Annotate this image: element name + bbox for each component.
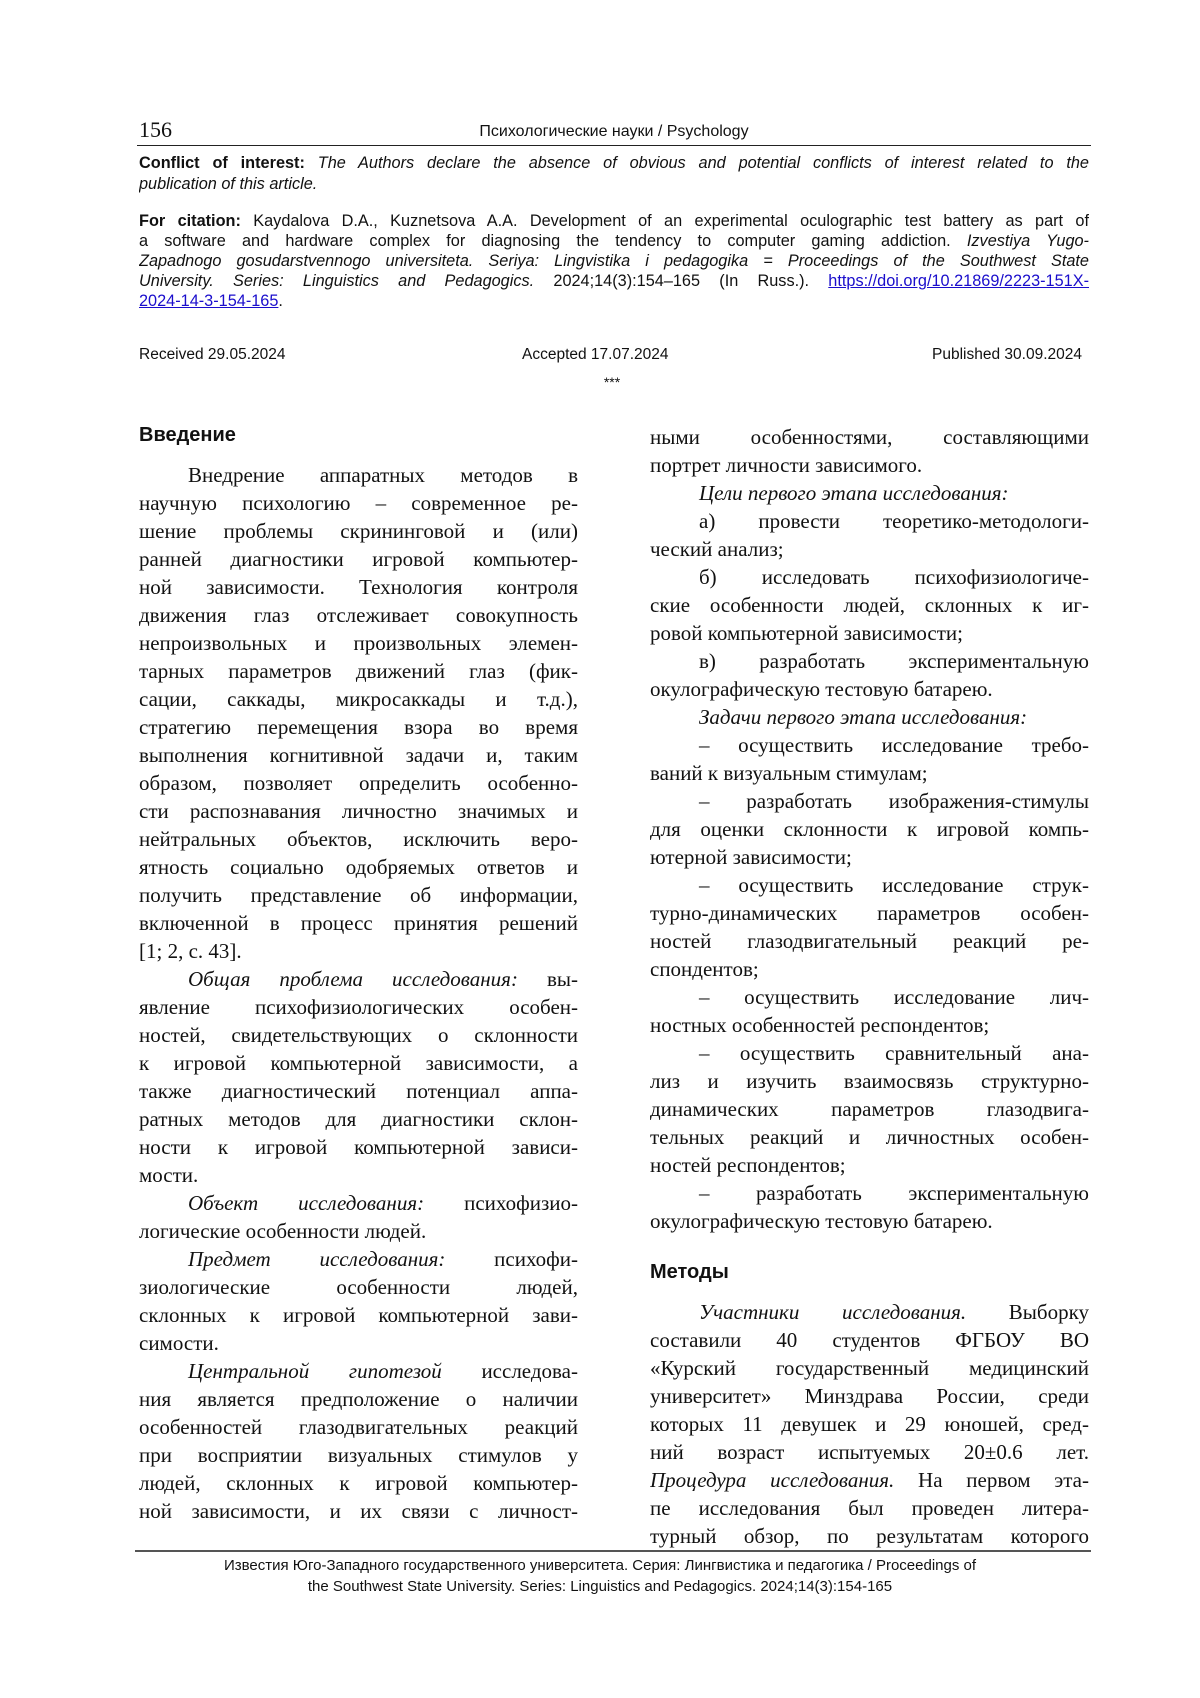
text-run: тельных реакций и личностных особен- — [650, 1125, 1089, 1149]
text-line — [139, 713, 578, 741]
conflict-of-interest — [139, 153, 1089, 195]
paragraph — [650, 1298, 1089, 1550]
text-run: Kaydalova D.A., Kuznetsova A.A. Development of an experimental oculographic test battery as part of — [241, 212, 1089, 230]
text-line — [139, 797, 578, 825]
text-run: для оценки склонности к игровой компь- — [650, 817, 1089, 841]
text-run: лиз и изучить взаимосвязь структурно- — [650, 1069, 1089, 1093]
text-line — [650, 451, 1089, 479]
text-line — [139, 1021, 578, 1049]
italic-text: Объект исследования: — [188, 1191, 424, 1215]
text-line — [139, 211, 1089, 231]
text-run: научную психологию – современное ре- — [139, 491, 578, 515]
text-line — [650, 1326, 1089, 1354]
text-run: ной зависимости. Технология контроля — [139, 575, 578, 599]
text-line — [139, 1133, 578, 1161]
text-run: получить представление об информации, — [139, 883, 578, 907]
text-line — [139, 937, 578, 965]
text-line — [139, 881, 578, 909]
text-run: университет» Минздрава России, среди — [650, 1384, 1089, 1408]
paragraph — [139, 461, 578, 965]
text-run: ными особенностями, составляющими — [650, 425, 1089, 449]
text-line — [139, 993, 578, 1021]
text-line — [139, 517, 578, 545]
text-line — [650, 1151, 1089, 1179]
paragraph — [139, 1245, 578, 1357]
text-line — [139, 1105, 578, 1133]
text-line — [650, 535, 1089, 563]
page-number: 156 — [139, 116, 172, 144]
text-run: – осуществить сравнительный ана- — [699, 1041, 1089, 1065]
doi-link[interactable]: 2024-14-3-154-165 — [139, 292, 278, 310]
received-date: Received 29.05.2024 — [139, 345, 286, 365]
text-line — [650, 1466, 1089, 1494]
text-line — [139, 1077, 578, 1105]
text-line — [650, 1123, 1089, 1151]
text-line — [650, 1095, 1089, 1123]
text-line — [139, 1385, 578, 1413]
paragraph — [650, 507, 1089, 563]
text-line — [139, 231, 1089, 251]
italic-text: Zapadnogo gosudarstvennogo universiteta. Seriya: Lingvistika i pedagogika = Proceedings of the Southwest State — [139, 252, 1089, 270]
section-heading-methods: Методы — [650, 1258, 1089, 1286]
bold-label: Conflict of interest: — [139, 154, 305, 172]
text-run: – разработать изображения-стимулы — [699, 789, 1089, 813]
text-run: зиологические особенности людей, — [139, 1275, 578, 1299]
text-run: составили 40 студентов ФГБОУ ВО — [650, 1328, 1089, 1352]
text-run: б) исследовать психофизиологиче- — [699, 565, 1089, 589]
italic-text: Центральной гипотезой — [188, 1359, 442, 1383]
text-run: также диагностический потенциал аппа- — [139, 1079, 578, 1103]
italic-text: Задачи первого этапа исследования: — [699, 705, 1027, 729]
text-line — [650, 1522, 1089, 1550]
text-run: – осуществить исследование струк- — [699, 873, 1089, 897]
text-line — [139, 489, 578, 517]
text-run: сации, саккады, микросаккады и т.д.), — [139, 687, 578, 711]
paragraph — [650, 983, 1089, 1039]
text-line — [650, 647, 1089, 675]
footer-line: the Southwest State University. Series: Linguistics and Pedagogics. 2024;14(3):154-165 — [0, 1576, 1200, 1597]
text-line — [650, 423, 1089, 451]
text-run: ские особенности людей, склонных к иг- — [650, 593, 1089, 617]
page-footer — [0, 1555, 1200, 1597]
text-run: при восприятии визуальных стимулов у — [139, 1443, 578, 1467]
text-line — [139, 545, 578, 573]
page-header — [139, 116, 1089, 144]
text-run: турно-динамических параметров особен- — [650, 901, 1089, 925]
italic-text: publication of this article. — [139, 175, 317, 193]
text-line — [139, 769, 578, 797]
left-column-body — [139, 461, 578, 1525]
text-line — [650, 619, 1089, 647]
text-run: ности к игровой компьютерной зависи- — [139, 1135, 578, 1159]
text-line — [650, 479, 1089, 507]
text-line — [650, 871, 1089, 899]
text-run: ностных особенностей респондентов; — [650, 1013, 989, 1037]
text-run: особенностей глазодвигательных реакций — [139, 1415, 578, 1439]
text-line — [650, 563, 1089, 591]
italic-text: Izvestiya Yugo- — [967, 232, 1089, 250]
text-run: а) провести теоретико-методологи- — [699, 509, 1089, 533]
text-line — [139, 853, 578, 881]
text-line — [139, 741, 578, 769]
text-run: ранней диагностики игровой компьютер- — [139, 547, 578, 571]
text-run: непроизвольных и произвольных элемен- — [139, 631, 578, 655]
text-line — [139, 461, 578, 489]
text-run: окулографическую тестовую батарею. — [650, 1209, 993, 1233]
text-line — [139, 153, 1089, 174]
text-run: стратегию перемещения взора во время — [139, 715, 578, 739]
text-run: в) разработать экспериментальную — [699, 649, 1089, 673]
paragraph — [650, 1039, 1089, 1179]
footer-line: Известия Юго-Западного государственного университета. Серия: Лингвистика и педагогика / Proceedings of — [0, 1555, 1200, 1576]
text-run: ностей глазодвигательный реакций ре- — [650, 929, 1089, 953]
text-run: ной зависимости, и их связи с личност- — [139, 1499, 578, 1523]
text-line — [650, 759, 1089, 787]
text-line — [139, 1301, 578, 1329]
text-run: включенной в процесс принятия решений — [139, 911, 578, 935]
text-line — [139, 1413, 578, 1441]
text-line — [650, 955, 1089, 983]
text-run: – осуществить исследование лич- — [699, 985, 1089, 1009]
text-line — [650, 1410, 1089, 1438]
text-run: исследова- — [442, 1359, 578, 1383]
text-line — [139, 1469, 578, 1497]
citation-block — [139, 211, 1089, 311]
accepted-date: Accepted 17.07.2024 — [522, 345, 669, 365]
text-run: мости. — [139, 1163, 198, 1187]
text-line — [139, 573, 578, 601]
paragraph — [650, 1179, 1089, 1235]
article-dates — [139, 345, 1082, 365]
text-line — [139, 1049, 578, 1077]
text-line — [139, 685, 578, 713]
text-line — [139, 1161, 578, 1189]
footer-rule — [135, 1550, 1091, 1552]
text-line — [650, 1207, 1089, 1235]
text-line — [139, 1441, 578, 1469]
paragraph — [139, 965, 578, 1189]
text-line — [650, 1382, 1089, 1410]
text-run: 2024;14(3):154–165 (In Russ.). — [534, 272, 828, 290]
italic-text: The Authors declare the absence of obvious and potential conflicts of interest related to the — [305, 154, 1089, 172]
paragraph — [650, 787, 1089, 871]
text-run: шение проблемы скрининговой и (или) — [139, 519, 578, 543]
left-column — [139, 421, 578, 1525]
text-run: ютерной зависимости; — [650, 845, 852, 869]
text-run: симости. — [139, 1331, 219, 1355]
text-run: ностей респондентов; — [650, 1153, 846, 1177]
text-line — [650, 1067, 1089, 1095]
text-run: нейтральных объектов, исключить веро- — [139, 827, 578, 851]
paragraph — [650, 563, 1089, 647]
text-run: ностей, свидетельствующих о склонности — [139, 1023, 578, 1047]
text-run: окулографическую тестовую батарею. — [650, 677, 993, 701]
text-run: тарных параметров движений глаз (фик- — [139, 659, 578, 683]
right-column — [650, 423, 1089, 1550]
text-line — [650, 983, 1089, 1011]
text-line — [650, 591, 1089, 619]
text-run: выполнения когнитивной задачи и, таким — [139, 743, 578, 767]
text-run: логические особенности людей. — [139, 1219, 426, 1243]
header-rule — [137, 145, 1091, 146]
section-heading-introduction: Введение — [139, 421, 578, 449]
text-run: ческий анализ; — [650, 537, 784, 561]
italic-text: Общая проблема исследования: — [188, 967, 518, 991]
text-run: турный обзор, по результатам которого — [650, 1524, 1089, 1548]
text-run: ятность социально одобряемых ответов и — [139, 855, 578, 879]
text-run: явление психофизиологических особен- — [139, 995, 578, 1019]
text-line — [139, 1245, 578, 1273]
text-run: Внедрение аппаратных методов в — [188, 463, 578, 487]
text-line — [650, 1179, 1089, 1207]
text-line — [650, 815, 1089, 843]
paragraph — [650, 731, 1089, 787]
doi-link[interactable]: https://doi.org/10.21869/2223-151X- — [828, 272, 1089, 290]
text-run: ратных методов для диагностики склон- — [139, 1107, 578, 1131]
text-line — [650, 787, 1089, 815]
text-line — [650, 843, 1089, 871]
methods-body — [650, 1298, 1089, 1550]
text-run: образом, позволяет определить особенно- — [139, 771, 578, 795]
text-line — [139, 1273, 578, 1301]
bold-label: For citation: — [139, 212, 241, 230]
text-line — [650, 731, 1089, 759]
text-run: спондентов; — [650, 957, 759, 981]
text-run: к игровой компьютерной зависимости, а — [139, 1051, 578, 1075]
text-line — [139, 825, 578, 853]
text-line — [650, 1438, 1089, 1466]
paragraph — [650, 479, 1089, 507]
text-run: динамических параметров глазодвига- — [650, 1097, 1089, 1121]
text-run: психофизио- — [424, 1191, 578, 1215]
text-line — [650, 675, 1089, 703]
text-run: . — [278, 292, 283, 310]
text-line — [650, 1494, 1089, 1522]
text-run: вы- — [518, 967, 578, 991]
italic-text: Участники исследования. — [699, 1300, 966, 1324]
right-column-body — [650, 423, 1089, 1235]
text-line — [139, 271, 1089, 291]
text-run: [1; 2, с. 43]. — [139, 939, 242, 963]
paragraph — [650, 703, 1089, 731]
italic-text: Процедура исследования. — [650, 1468, 894, 1492]
text-line — [139, 601, 578, 629]
paragraph — [650, 871, 1089, 983]
italic-text: Предмет исследования: — [188, 1247, 445, 1271]
text-line — [650, 1354, 1089, 1382]
text-line — [650, 1298, 1089, 1326]
text-line — [650, 507, 1089, 535]
text-run: движения глаз отслеживает совокупность — [139, 603, 578, 627]
paragraph — [139, 1189, 578, 1245]
text-run: На первом эта- — [894, 1468, 1089, 1492]
text-run: «Курский государственный медицинский — [650, 1356, 1089, 1380]
text-run: пе исследования был проведен литера- — [650, 1496, 1089, 1520]
text-line — [650, 703, 1089, 731]
text-run: ний возраст испытуемых 20±0.6 лет. — [650, 1440, 1089, 1464]
running-head: Психологические науки / Psychology — [139, 120, 1089, 144]
text-run: сти распознавания личностно значимых и — [139, 799, 578, 823]
text-line — [139, 1357, 578, 1385]
text-run: которых 11 девушек и 29 юношей, сред- — [650, 1412, 1089, 1436]
italic-text: University. Series: Linguistics and Pedagogics. — [139, 272, 534, 290]
text-line — [139, 909, 578, 937]
text-run: ния является предположение о наличии — [139, 1387, 578, 1411]
text-line — [650, 927, 1089, 955]
paragraph — [650, 423, 1089, 479]
text-run: людей, склонных к игровой компьютер- — [139, 1471, 578, 1495]
italic-text: Цели первого этапа исследования: — [699, 481, 1009, 505]
text-line — [650, 1039, 1089, 1067]
section-separator: *** — [0, 374, 1200, 390]
text-line — [139, 965, 578, 993]
text-run: склонных к игровой компьютерной зави- — [139, 1303, 578, 1327]
text-line — [139, 1329, 578, 1357]
text-line — [139, 1217, 578, 1245]
text-line — [139, 1497, 578, 1525]
paragraph — [139, 1357, 578, 1525]
published-date: Published 30.09.2024 — [932, 345, 1082, 365]
text-line — [650, 1011, 1089, 1039]
text-run: Выборку — [966, 1300, 1089, 1324]
text-line — [650, 899, 1089, 927]
text-line — [139, 1189, 578, 1217]
text-run: – осуществить исследование требо- — [699, 733, 1089, 757]
text-run: психофи- — [445, 1247, 578, 1271]
text-run: a software and hardware complex for diagnosing the tendency to computer gaming addiction. — [139, 232, 967, 250]
text-run: ровой компьютерной зависимости; — [650, 621, 963, 645]
text-line — [139, 174, 1089, 195]
text-run: портрет личности зависимого. — [650, 453, 922, 477]
text-run: ваний к визуальным стимулам; — [650, 761, 928, 785]
text-line — [139, 251, 1089, 271]
paragraph — [650, 647, 1089, 703]
text-run: – разработать экспериментальную — [699, 1181, 1089, 1205]
text-line — [139, 629, 578, 657]
text-line — [139, 291, 1089, 311]
text-line — [139, 657, 578, 685]
